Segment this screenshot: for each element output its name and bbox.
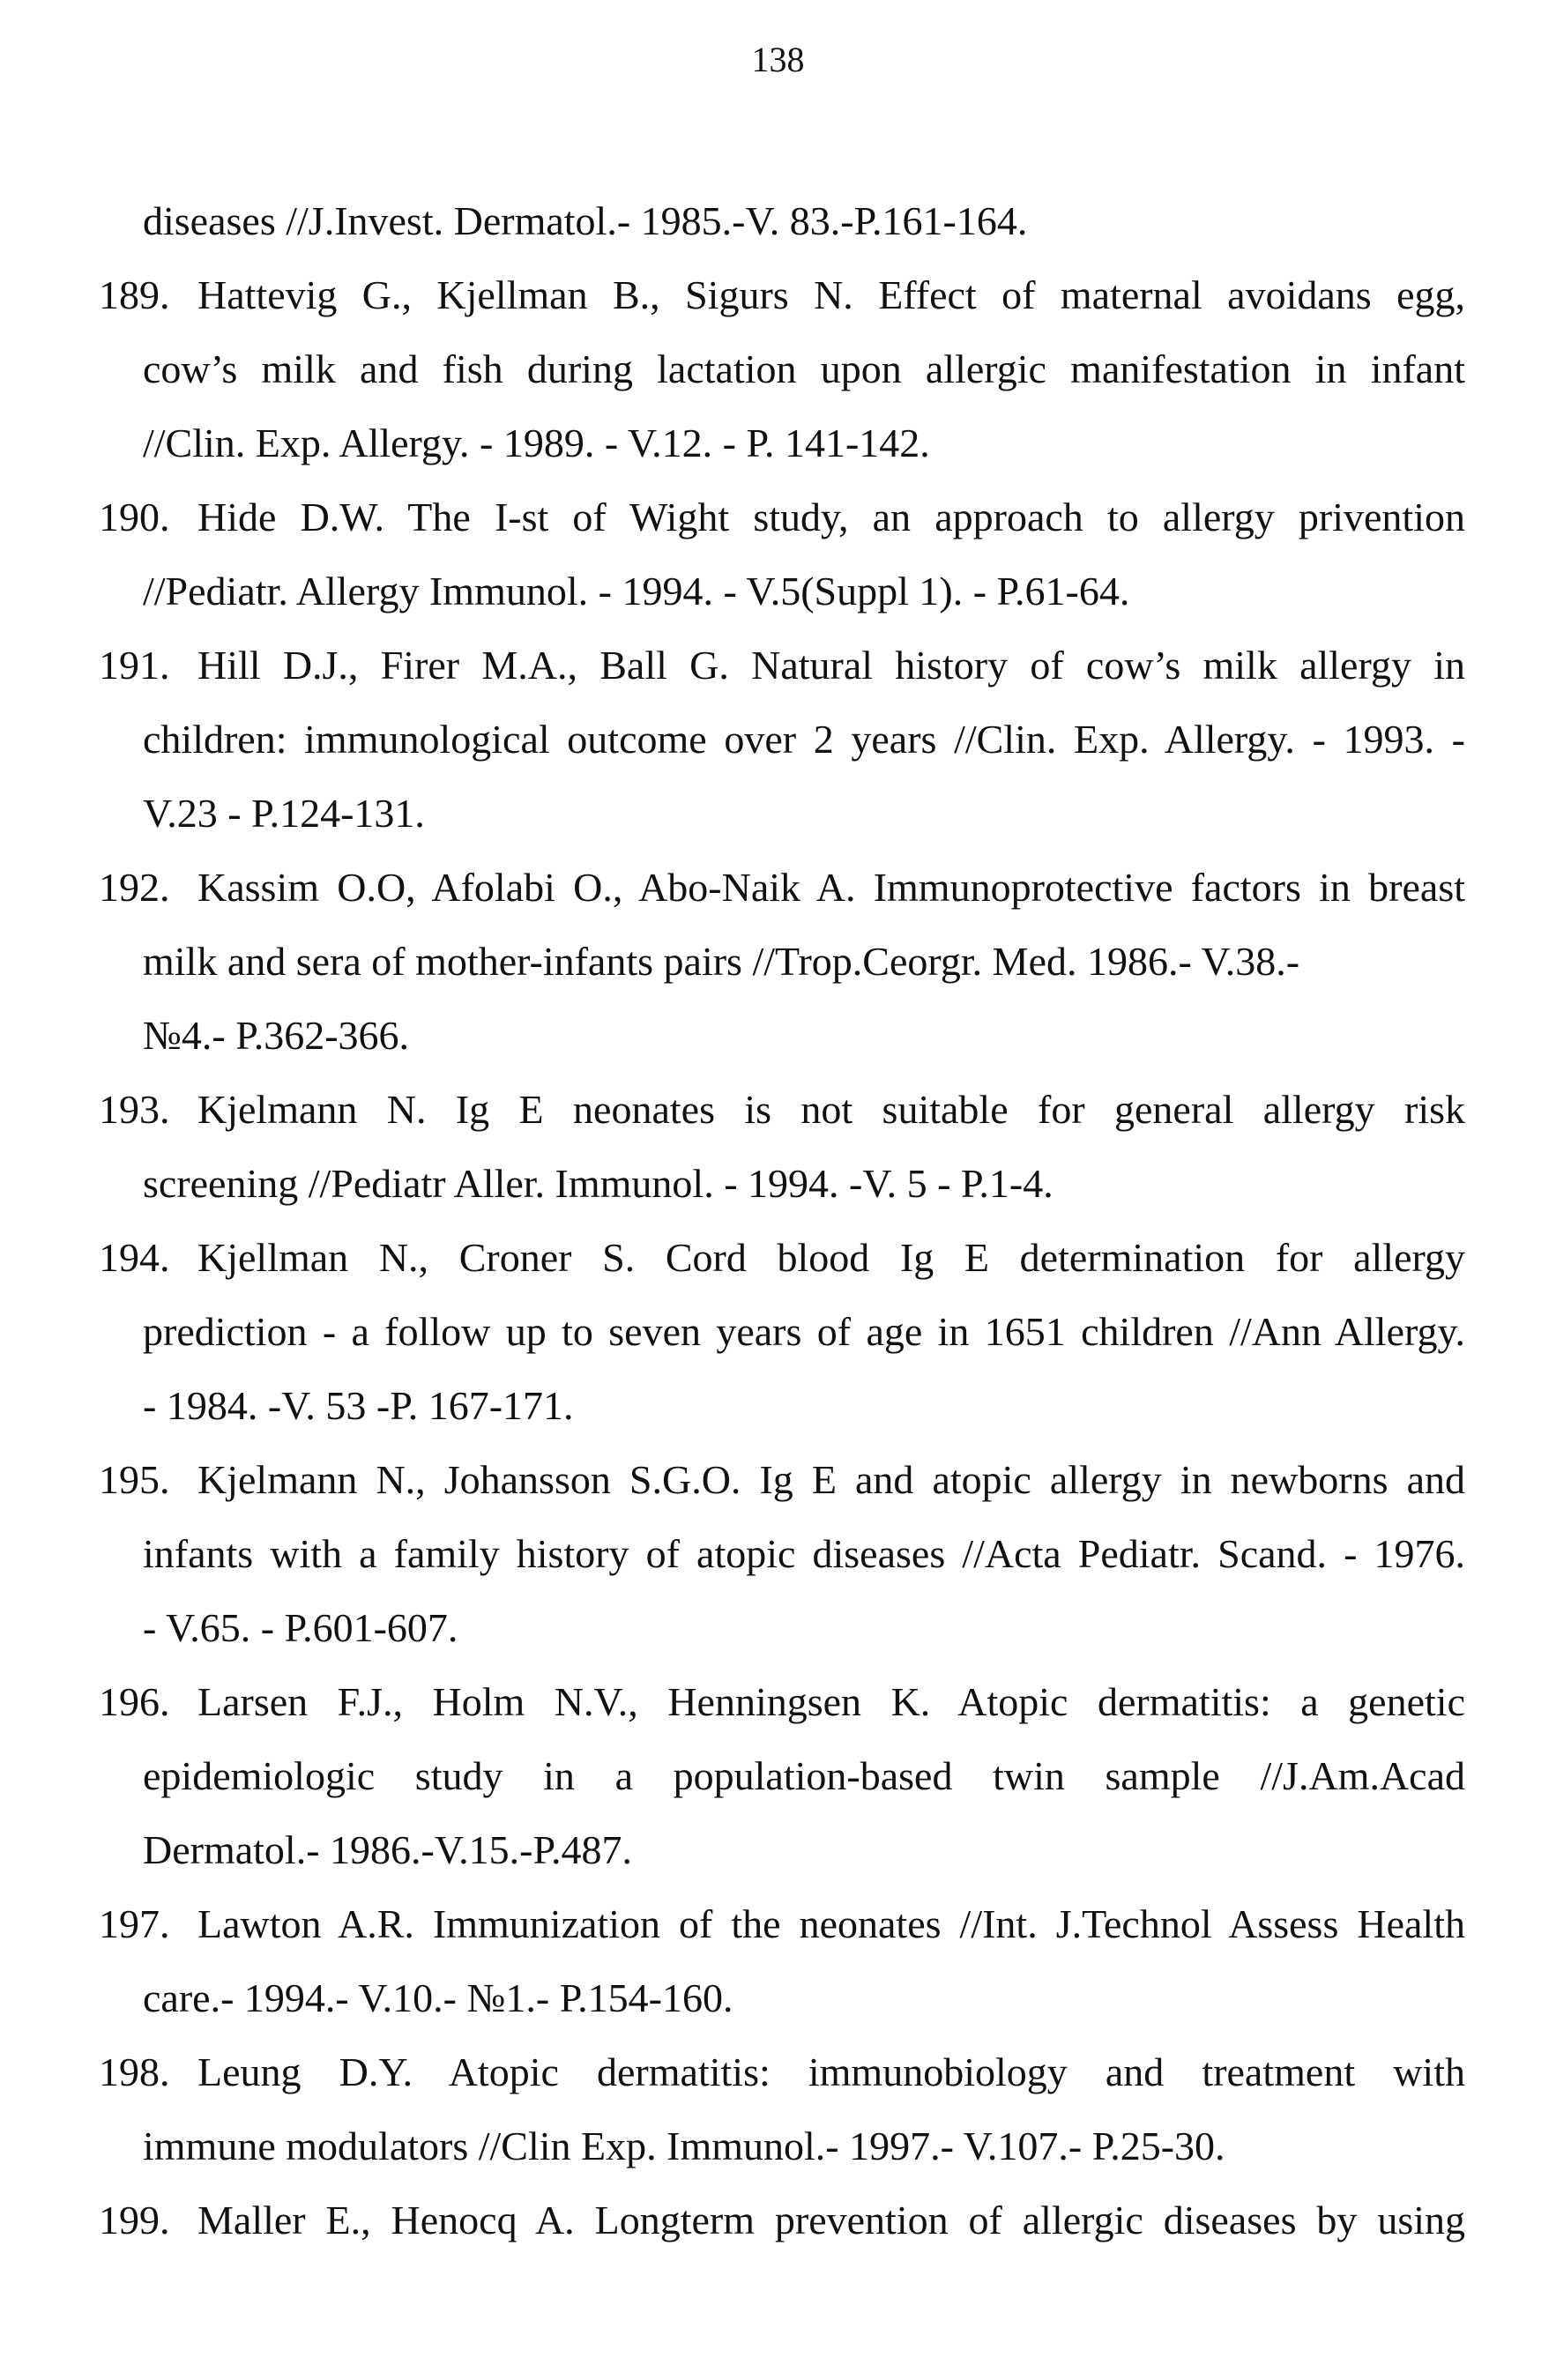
reference-line-text: //Clin. Exp. Allergy. - 1989. - V.12. - P. 141-142. bbox=[143, 420, 930, 465]
reference-entry-196-line-1 bbox=[99, 1677, 1465, 1728]
reference-line bbox=[143, 1306, 1465, 1357]
reference-number: 190. bbox=[99, 495, 170, 539]
reference-number: 199. bbox=[99, 2198, 170, 2242]
reference-entry-193-line-1 bbox=[99, 1084, 1465, 1135]
reference-entry-194-line-1 bbox=[99, 1232, 1465, 1283]
reference-line-text: Dermatol.- 1986.-V.15.-P.487. bbox=[143, 1827, 632, 1872]
reference-entry-189-line-1 bbox=[99, 270, 1465, 321]
reference-entry-198-line-1 bbox=[99, 2047, 1465, 2098]
reference-line-text: Hattevig G., Kjellman B., Sigurs N. Effect of maternal avoidans egg, bbox=[197, 272, 1465, 317]
reference-line bbox=[143, 418, 1465, 469]
reference-number: 192. bbox=[99, 865, 170, 910]
reference-number: 196. bbox=[99, 1679, 170, 1724]
reference-number: 197. bbox=[99, 1901, 170, 1946]
reference-line-text: //Pediatr. Allergy Immunol. - 1994. - V.5(Suppl 1). - P.61-64. bbox=[143, 569, 1130, 614]
reference-entry-191-line-1 bbox=[99, 640, 1465, 691]
reference-line-text: immune modulators //Clin Exp. Immunol.- 1997.- V.107.- P.25-30. bbox=[143, 2123, 1225, 2168]
reference-line-text: screening //Pediatr Aller. Immunol. - 1994. -V. 5 - P.1-4. bbox=[143, 1161, 1053, 1206]
reference-line-text: Leung D.Y. Atopic dermatitis: immunobiology and treatment with bbox=[197, 2049, 1465, 2094]
reference-line bbox=[143, 714, 1465, 765]
reference-line-text: diseases //J.Invest. Dermatol.- 1985.-V. 83.-P.161-164. bbox=[143, 198, 1028, 243]
reference-line bbox=[143, 1010, 1465, 1061]
reference-line bbox=[143, 1751, 1465, 1802]
reference-number: 194. bbox=[99, 1235, 170, 1280]
reference-line bbox=[143, 1603, 1465, 1654]
reference-line-text: Lawton A.R. Immunization of the neonates //Int. J.Technol Assess Health bbox=[197, 1901, 1465, 1946]
reference-line-text: Hide D.W. The I-st of Wight study, an approach to allergy privention bbox=[197, 495, 1465, 539]
reference-line bbox=[143, 1380, 1465, 1432]
reference-entry-199-line-1 bbox=[99, 2195, 1465, 2246]
reference-line-text: Hill D.J., Firer M.A., Ball G. Natural history of cow’s milk allergy in bbox=[197, 643, 1465, 688]
reference-line-text: Kjelmann N., Johansson S.G.O. Ig E and atopic allergy in newborns and bbox=[197, 1457, 1465, 1502]
reference-line-text: V.23 - P.124-131. bbox=[143, 791, 425, 836]
reference-line-text: children: immunological outcome over 2 years //Clin. Exp. Allergy. - 1993. - bbox=[143, 717, 1465, 762]
reference-line bbox=[143, 1973, 1465, 2024]
page-number: 138 bbox=[751, 40, 805, 79]
reference-line-text: - V.65. - P.601-607. bbox=[143, 1605, 458, 1650]
reference-number: 198. bbox=[99, 2049, 170, 2094]
reference-line-text: Kjellman N., Croner S. Cord blood Ig E determination for allergy bbox=[197, 1235, 1465, 1280]
reference-line-text: Maller E., Henocq A. Longterm prevention of allergic diseases by using bbox=[197, 2198, 1465, 2242]
reference-number: 189. bbox=[99, 272, 170, 317]
reference-number: 191. bbox=[99, 643, 170, 688]
reference-entry-197-line-1 bbox=[99, 1899, 1465, 1950]
reference-line-text: Larsen F.J., Holm N.V., Henningsen K. Atopic dermatitis: a genetic bbox=[197, 1679, 1465, 1724]
reference-line-text: milk and sera of mother-infants pairs //Trop.Ceorgr. Med. 1986.- V.38.- bbox=[143, 939, 1300, 984]
reference-entry-192-line-1 bbox=[99, 862, 1465, 913]
reference-line-text: infants with a family history of atopic diseases //Acta Pediatr. Scand. - 1976. bbox=[143, 1531, 1465, 1576]
reference-line-text: prediction - a follow up to seven years of age in 1651 children //Ann Allergy. bbox=[143, 1309, 1465, 1354]
reference-line-text: Kassim O.O, Afolabi O., Abo-Naik A. Immunoprotective factors in breast bbox=[197, 865, 1465, 910]
reference-number: 193. bbox=[99, 1087, 170, 1132]
reference-line bbox=[143, 566, 1465, 617]
reference-line bbox=[143, 1825, 1465, 1876]
reference-line bbox=[143, 1158, 1465, 1209]
reference-line-text: №4.- P.362-366. bbox=[143, 1013, 410, 1058]
reference-line-text: epidemiologic study in a population-based twin sample //J.Am.Acad bbox=[143, 1753, 1465, 1798]
reference-line bbox=[143, 196, 1465, 247]
reference-line bbox=[143, 1528, 1465, 1580]
reference-line bbox=[143, 2121, 1465, 2172]
reference-line-text: cow’s milk and fish during lactation upon allergic manifestation in infant bbox=[143, 346, 1465, 391]
reference-line-text: - 1984. -V. 53 -P. 167-171. bbox=[143, 1383, 574, 1428]
reference-line bbox=[143, 344, 1465, 395]
reference-line-text: Kjelmann N. Ig E neonates is not suitable for general allergy risk bbox=[197, 1087, 1465, 1132]
reference-number: 195. bbox=[99, 1457, 170, 1502]
reference-line bbox=[143, 788, 1465, 839]
reference-line bbox=[143, 936, 1465, 987]
reference-entry-195-line-1 bbox=[99, 1454, 1465, 1506]
reference-entry-190-line-1 bbox=[99, 492, 1465, 543]
reference-line-text: care.- 1994.- V.10.- №1.- P.154-160. bbox=[143, 1975, 733, 2020]
